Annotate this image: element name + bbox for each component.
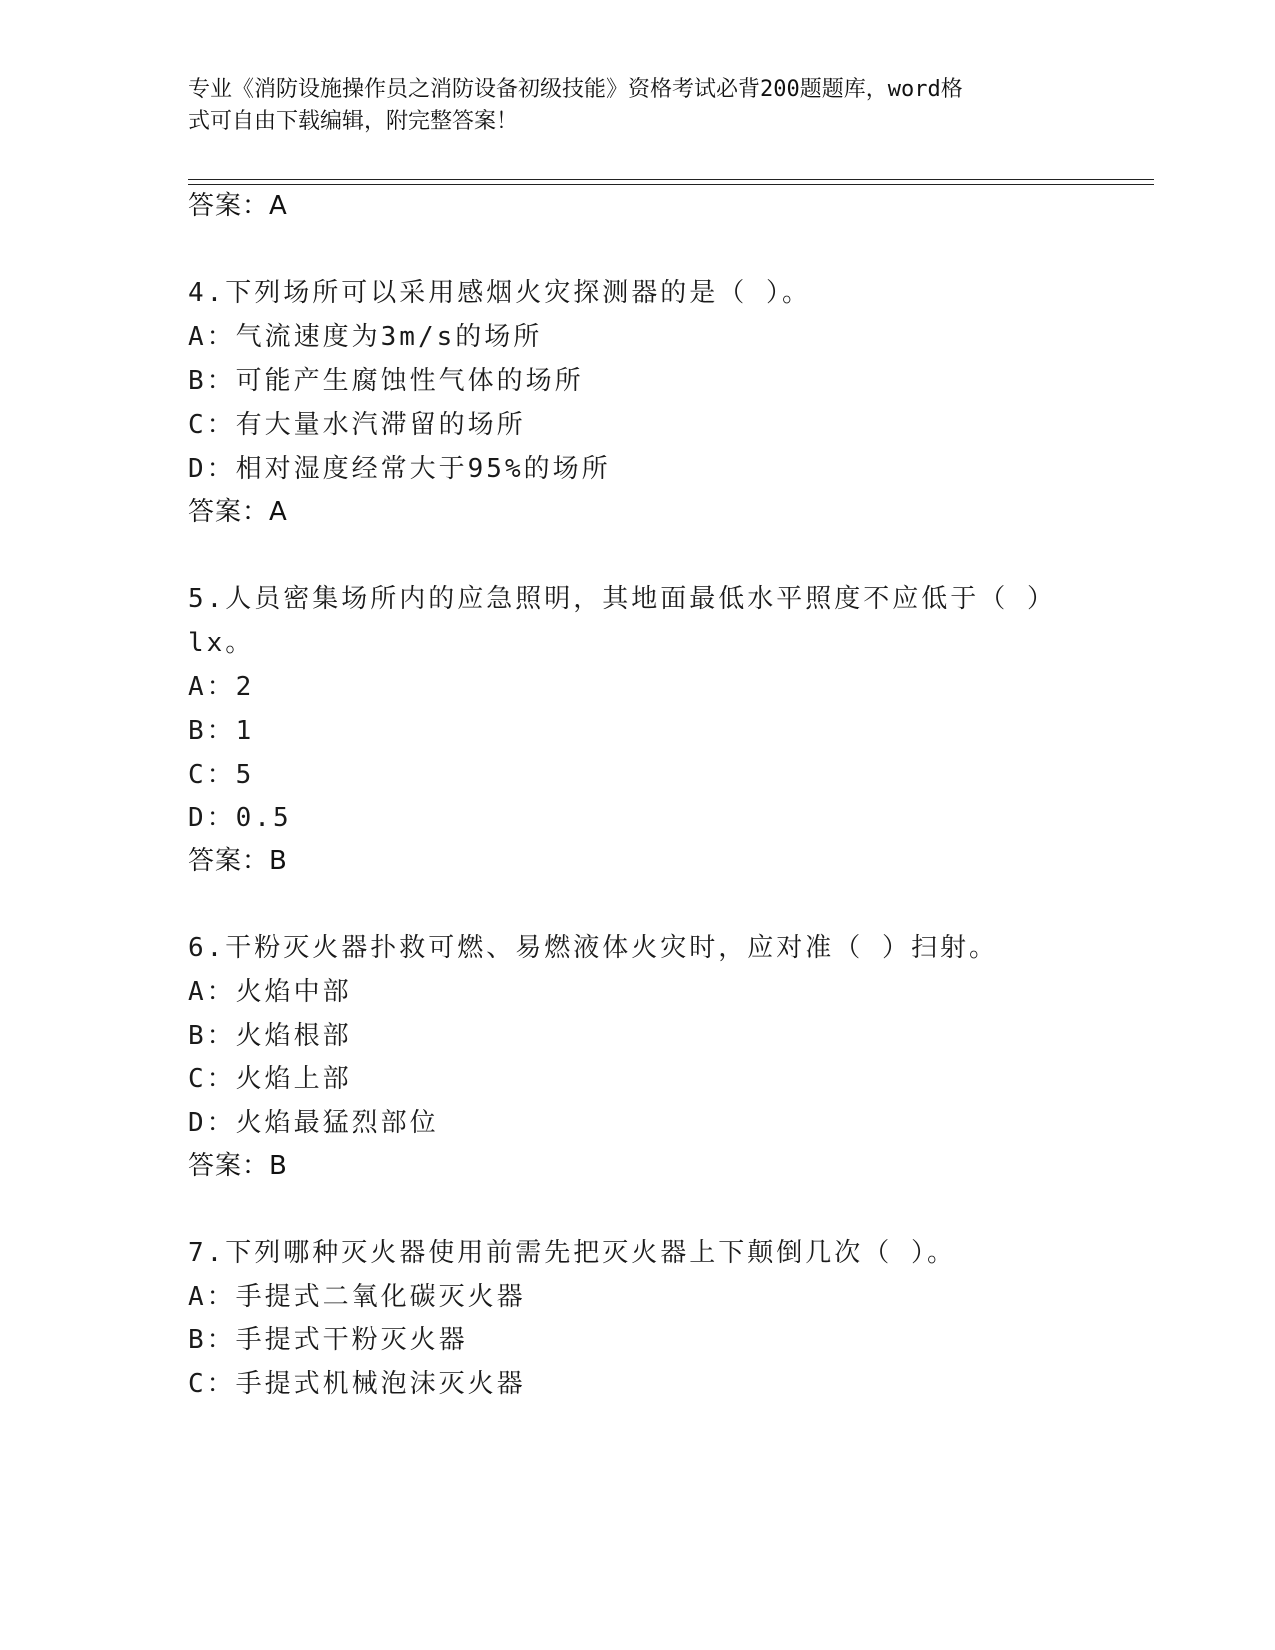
question-5-option-a: A：2 xyxy=(188,672,255,702)
question-6-stem: 6.干粉灭火器扑救可燃、易燃液体火灾时，应对准（ ）扫射。 xyxy=(188,933,998,963)
question-4-option-c: C：有大量水汽滞留的场所 xyxy=(188,410,526,440)
question-6-option-c: C：火焰上部 xyxy=(188,1064,352,1094)
question-5-option-b: B：1 xyxy=(188,716,255,746)
question-5-answer: 答案：B xyxy=(188,846,288,876)
document-header xyxy=(188,74,1068,138)
question-4-answer: 答案：A xyxy=(188,497,288,527)
question-7-option-c: C：手提式机械泡沫灭火器 xyxy=(188,1369,526,1399)
header-line-2: 式可自由下载编辑，附完整答案！ xyxy=(188,109,519,134)
header-rule-bottom xyxy=(188,184,1154,185)
question-4-stem: 4.下列场所可以采用感烟火灾探测器的是（ ）。 xyxy=(188,278,811,308)
question-7-stem: 7.下列哪种灭火器使用前需先把灭火器上下颠倒几次（ ）。 xyxy=(188,1238,956,1268)
question-6-option-d: D：火焰最猛烈部位 xyxy=(188,1108,439,1138)
previous-answer: 答案：A xyxy=(188,191,288,221)
question-7-option-b: B：手提式干粉灭火器 xyxy=(188,1325,468,1355)
question-5-option-c: C：5 xyxy=(188,760,255,790)
question-4-option-d: D：相对湿度经常大于95%的场所 xyxy=(188,454,611,484)
question-7-option-a: A：手提式二氧化碳灭火器 xyxy=(188,1282,526,1312)
header-line-1: 专业《消防设施操作员之消防设备初级技能》资格考试必背200题题库，word格 xyxy=(188,77,963,102)
question-5-option-d: D：0.5 xyxy=(188,803,292,833)
question-4-option-a: A：气流速度为3m/s的场所 xyxy=(188,322,543,352)
header-rule-top xyxy=(188,179,1154,180)
question-6-option-a: A：火焰中部 xyxy=(188,977,352,1007)
question-5-stem-cont: lx。 xyxy=(188,628,255,658)
question-4-option-b: B：可能产生腐蚀性气体的场所 xyxy=(188,366,584,396)
question-6-option-b: B：火焰根部 xyxy=(188,1021,352,1051)
question-6-answer: 答案：B xyxy=(188,1151,288,1181)
question-5-stem: 5.人员密集场所内的应急照明，其地面最低水平照度不应低于（ ） xyxy=(188,584,1056,614)
